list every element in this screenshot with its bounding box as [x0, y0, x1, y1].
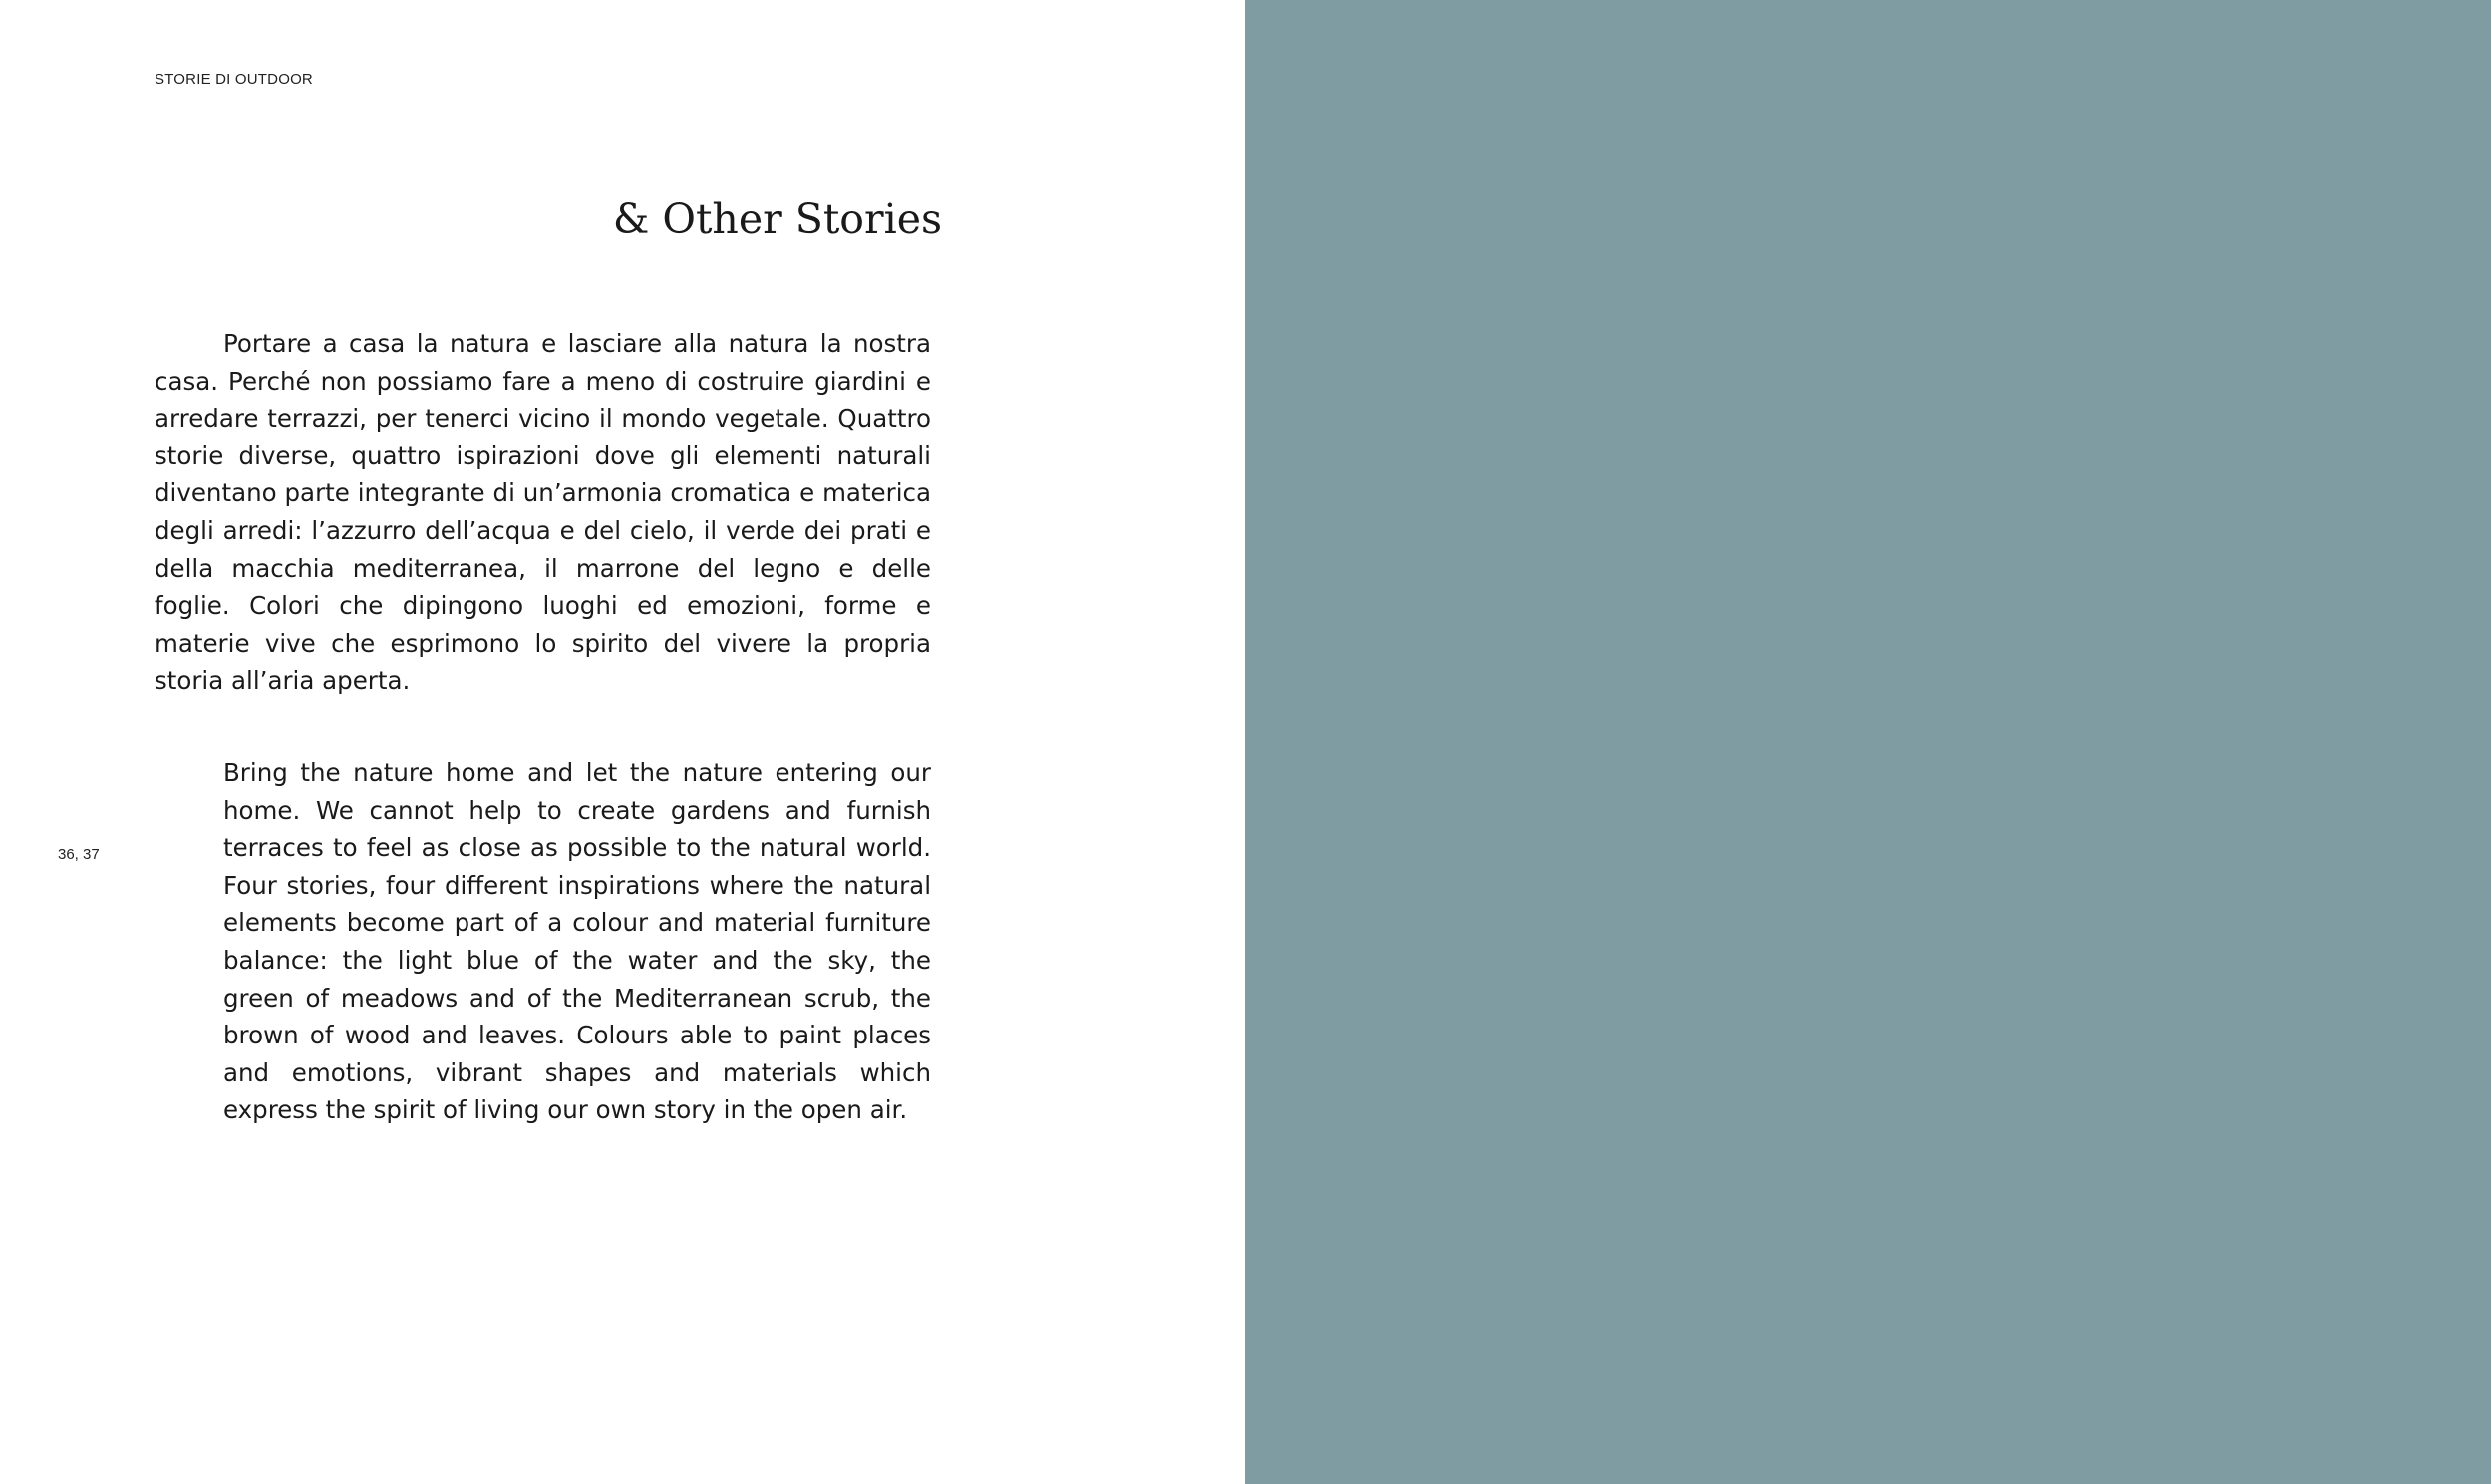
- page-title: & Other Stories: [612, 195, 942, 243]
- page-number: 36, 37: [58, 846, 100, 863]
- color-panel: [1245, 0, 2491, 1484]
- section-label: STORIE DI OUTDOOR: [155, 71, 313, 88]
- body-text-italian: Portare a casa la natura e lasciare alla natura la nostra casa. Perché non possiamo fare a meno di costruire giardini e arredare terrazzi, per tenerci vicino il mondo vegetale. Quattro storie diverse, quattro ispirazioni dove gli elementi naturali diventano parte integrante di un’armonia cromatica e materica degli arredi: l’azzurro dell’acqua e del cielo, il verde dei prati e della macchia mediterranea, il marrone del legno e delle foglie. Colori che dipingono luoghi ed emozioni, forme e materie vive che esprimono lo spirito del vivere la propria storia all’aria aperta.: [155, 329, 931, 696]
- left-page: [0, 0, 1245, 1484]
- body-text-english: Bring the nature home and let the nature entering our home. We cannot help to create gardens and furnish terraces to feel as close as possible to the natural world. Four stories, four different inspirations where the natural elements become part of a colour and material furniture balance: the light blue of the water and the sky, the green of meadows and of the Mediterranean scrub, the brown of wood and leaves. Colours able to paint places and emotions, vibrant shapes and materials which express the spirit of living our own story in the open air.: [223, 758, 931, 1125]
